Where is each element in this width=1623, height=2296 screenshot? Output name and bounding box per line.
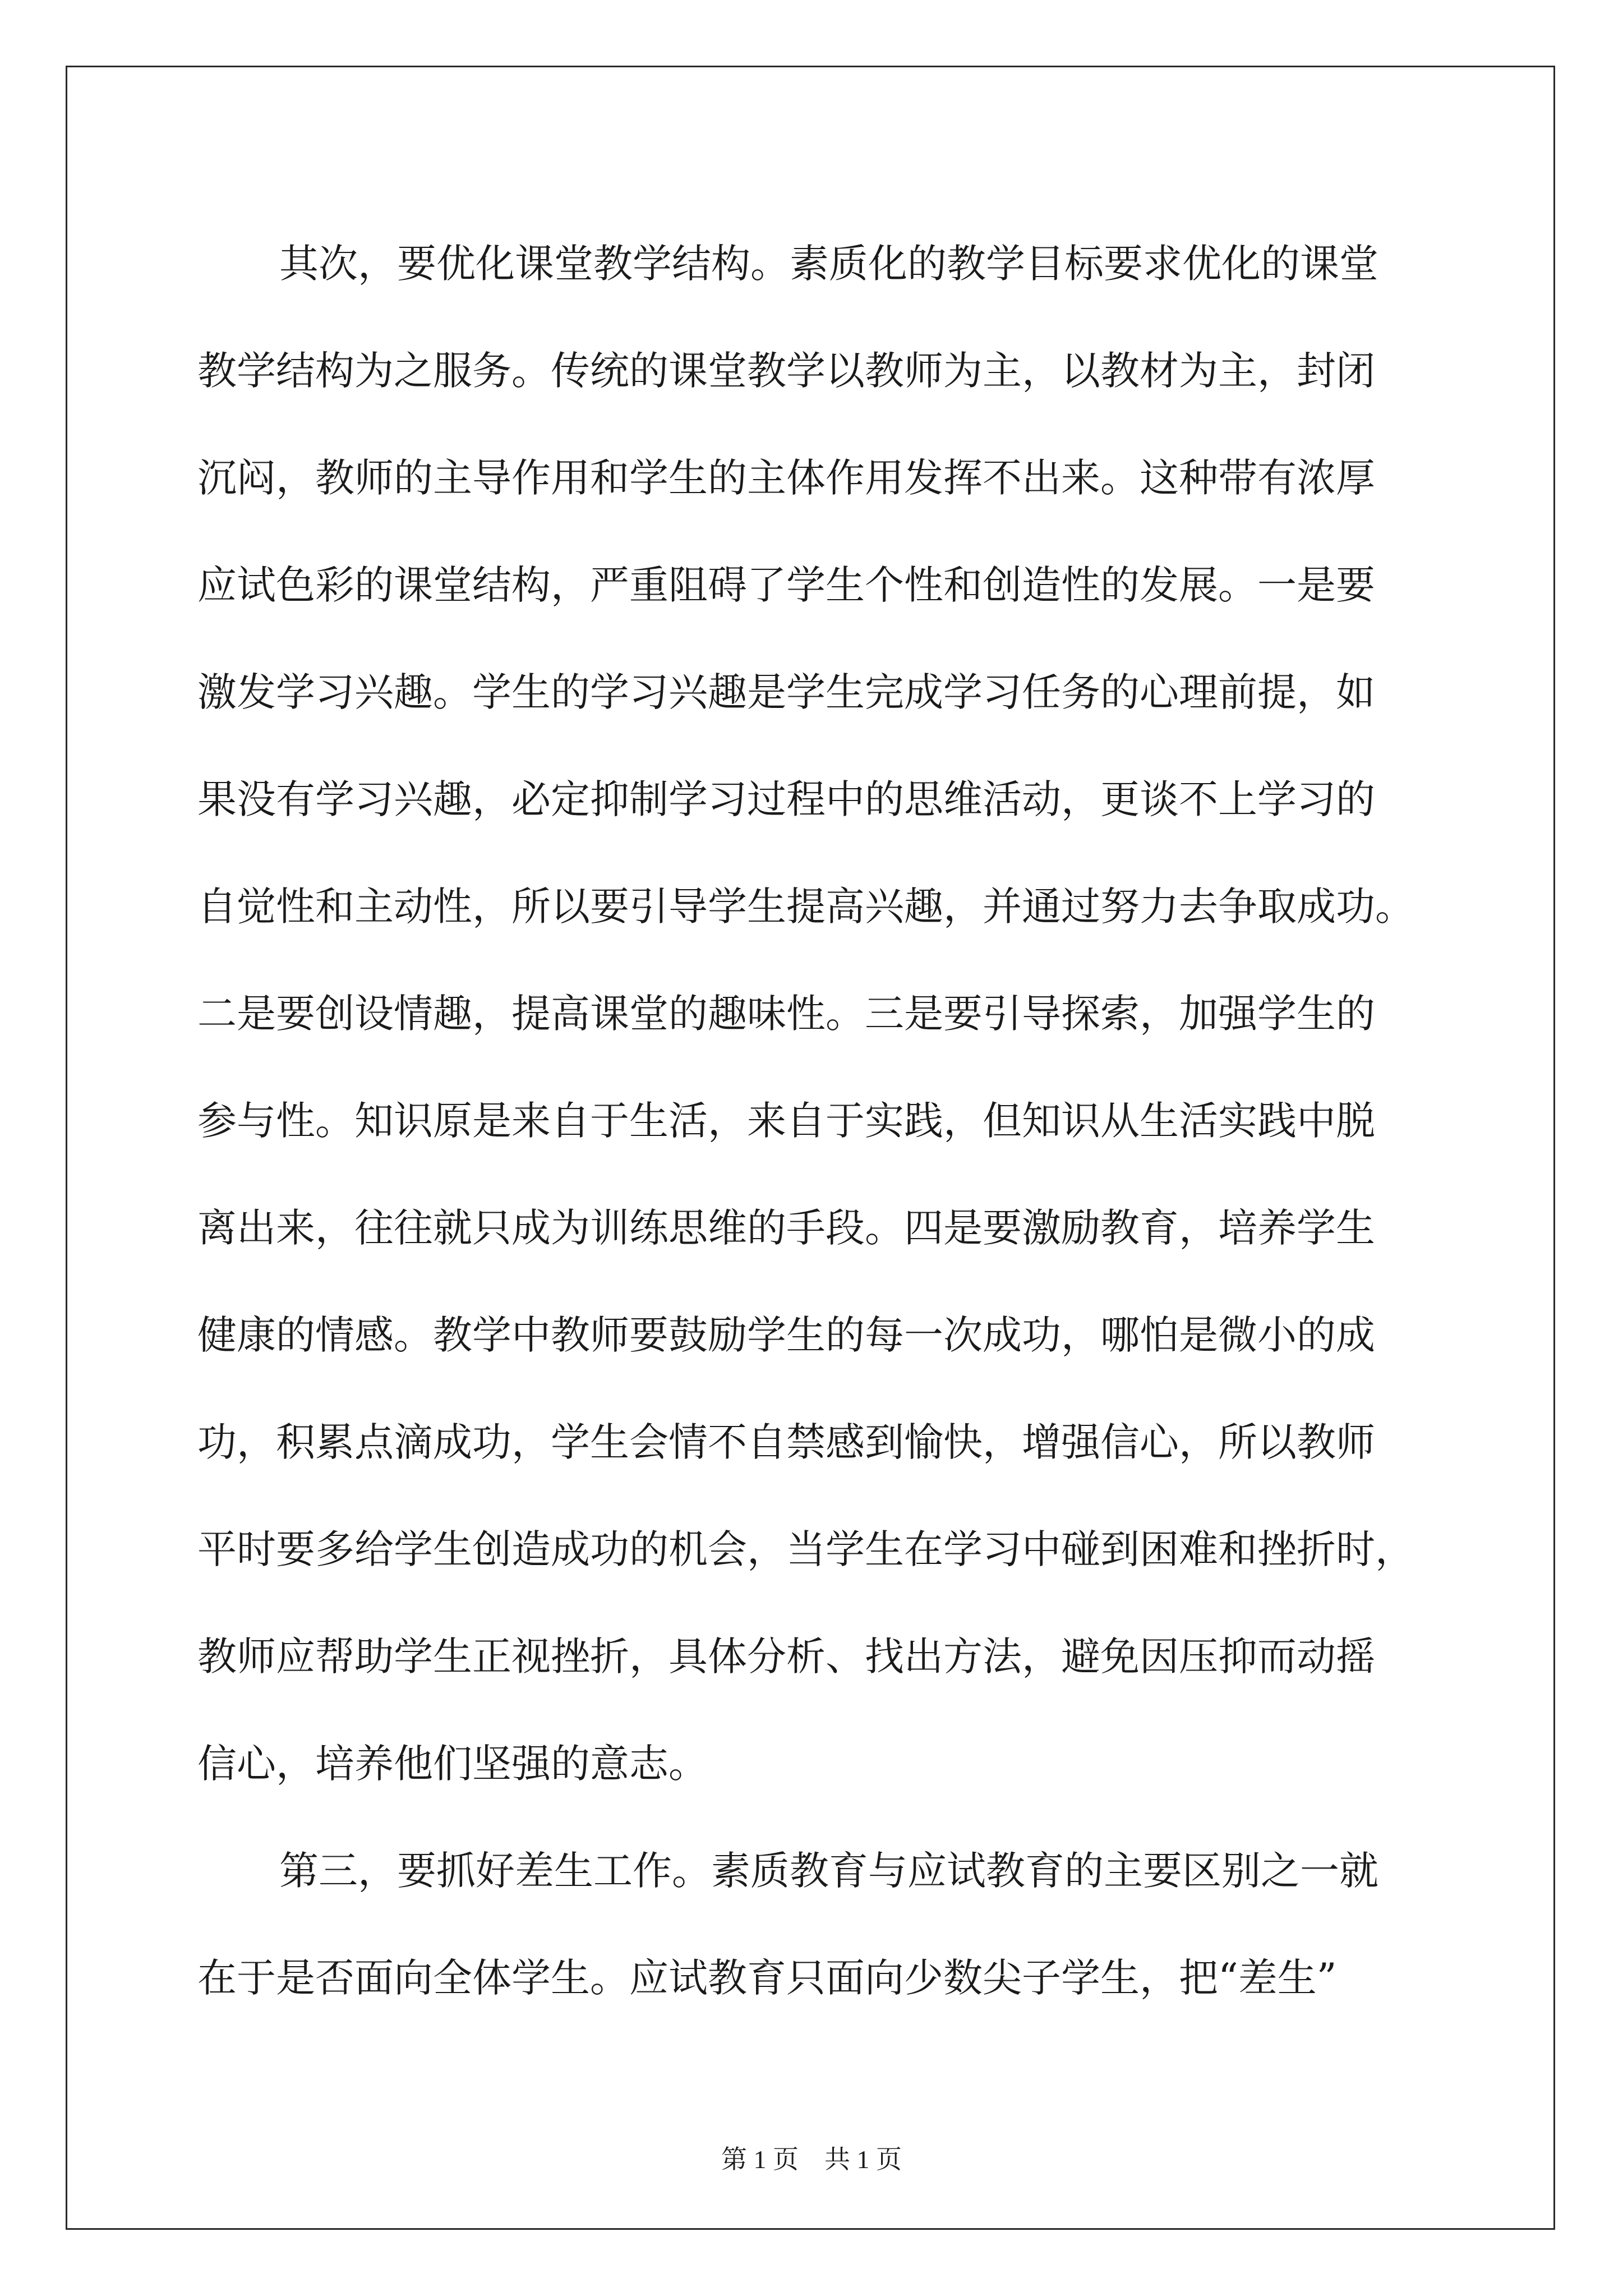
paragraph-1 [197,210,1431,1818]
text-line: 健康的情感。教学中教师要鼓励学生的每一次成功，哪怕是微小的成 [197,1312,1375,1358]
text-line: 在于是否面向全体学生。应试教育只面向少数尖子学生，把“差生” [197,1955,1337,2001]
text-line: 教学结构为之服务。传统的课堂教学以教师为主，以教材为主，封闭 [197,348,1375,394]
text-line: 参与性。知识原是来自于生活，来自于实践，但知识从生活实践中脱 [197,1098,1375,1144]
text-line: 功，积累点滴成功，学生会情不自禁感到愉快，增强信心，所以教师 [197,1419,1375,1465]
document-body [197,210,1431,2032]
text-line: 自觉性和主动性，所以要引导学生提高兴趣，并通过努力去争取成功。 [197,884,1414,930]
text-line: 沉闷，教师的主导作用和学生的主体作用发挥不出来。这种带有浓厚 [197,455,1375,501]
text-line: 应试色彩的课堂结构，严重阻碍了学生个性和创造性的发展。一是要 [197,562,1375,608]
text-line: 教师应帮助学生正视挫折，具体分析、找出方法，避免因压抑而动摇 [197,1634,1375,1680]
text-line: 激发学习兴趣。学生的学习兴趣是学生完成学习任务的心理前提，如 [197,669,1375,715]
text-line: 平时要多给学生创造成功的机会，当学生在学习中碰到困难和挫折时， [197,1526,1414,1572]
page-footer: 第 1 页 共 1 页 [721,2145,902,2174]
text-line: 离出来，往往就只成为训练思维的手段。四是要激励教育，培养学生 [197,1205,1375,1251]
text-line: 信心，培养他们坚强的意志。 [197,1741,708,1787]
text-line: 第三，要抓好差生工作。素质教育与应试教育的主要区别之一就 [279,1848,1378,1894]
text-line: 二是要创设情趣，提高课堂的趣味性。三是要引导探索，加强学生的 [197,991,1375,1037]
paragraph-2 [197,1818,1431,2032]
text-line: 其次，要优化课堂教学结构。素质化的教学目标要求优化的课堂 [279,241,1378,287]
text-line: 果没有学习兴趣，必定抑制学习过程中的思维活动，更谈不上学习的 [197,776,1375,822]
